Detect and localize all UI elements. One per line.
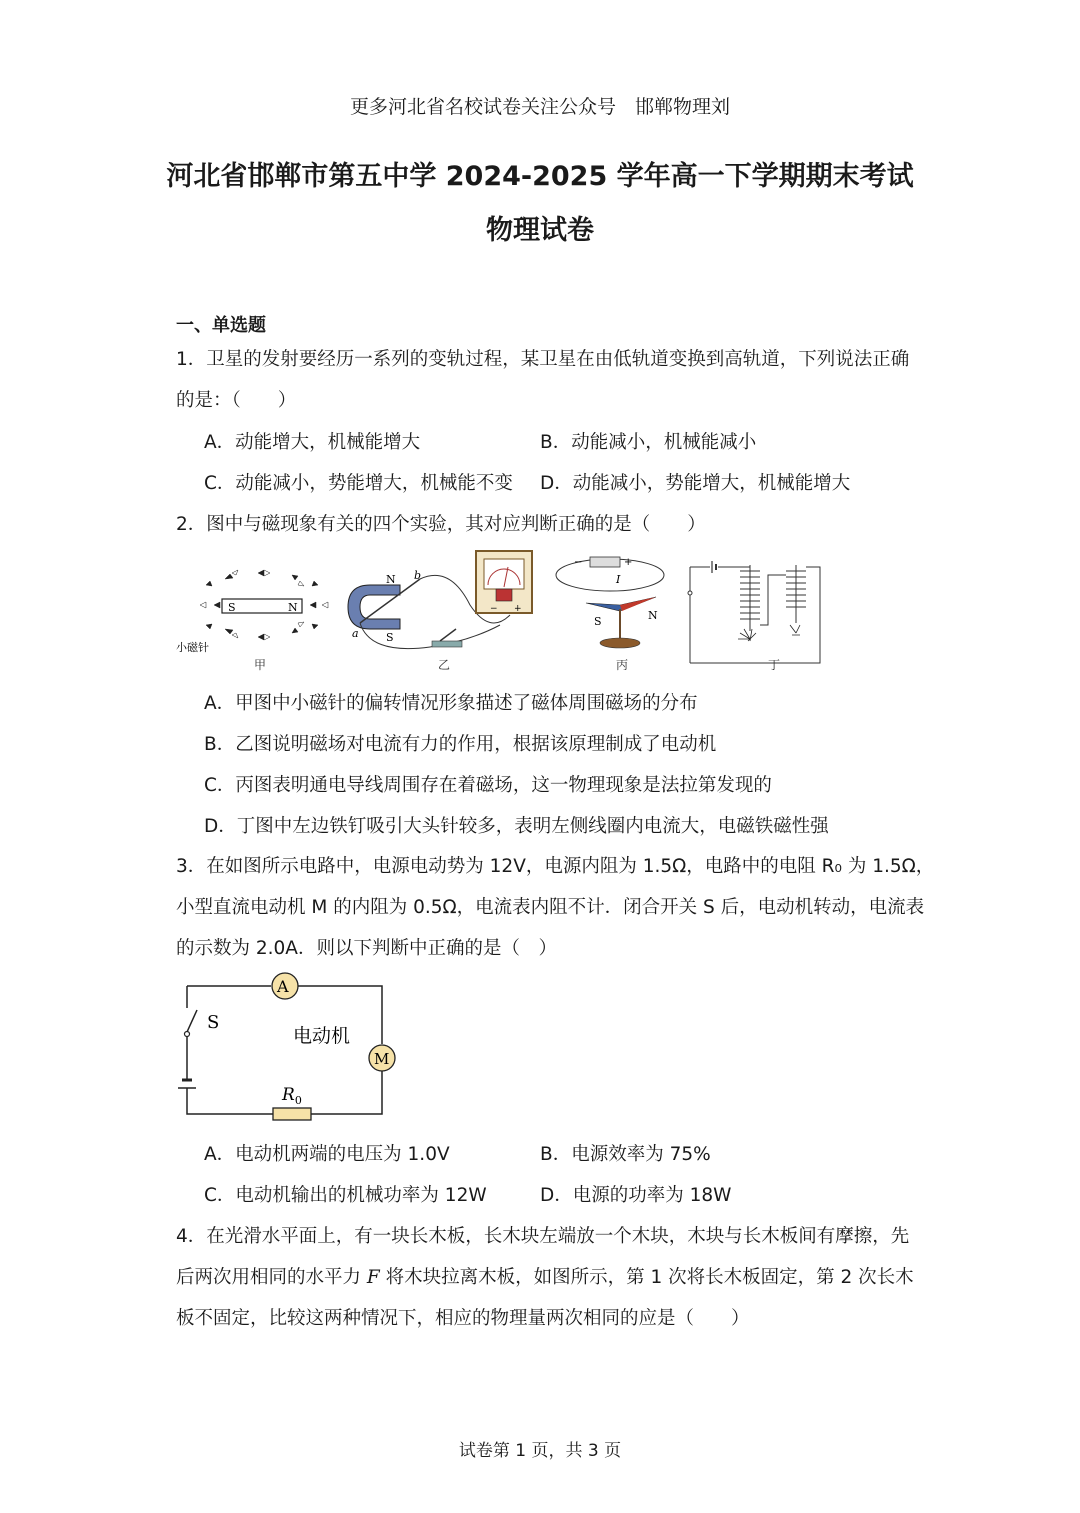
q2-option-a: A．甲图中小磁针的偏转情况形象描述了磁体周围磁场的分布 — [204, 693, 698, 714]
figure-yi — [348, 551, 532, 672]
q2-option-b: B．乙图说明磁场对电流有力的作用，根据该原理制成了电动机 — [204, 734, 717, 755]
q3-stem-line2: 小型直流电动机 M 的内阻为 0.5Ω，电流表内阻不计．闭合开关 S 后，电动机转动，电流表 — [176, 897, 925, 918]
figure-jia — [176, 570, 328, 672]
current-label: I — [616, 573, 621, 586]
exam-title: 河北省邯郸市第五中学 2024-2025 学年高一下学期期末考试 — [166, 161, 914, 192]
motor-label: M — [374, 1050, 390, 1068]
q3-stem-line3: 的示数为 2.0A．则以下判断中正确的是（ ） — [176, 938, 557, 959]
q3-circuit — [175, 970, 415, 1130]
q1-option-b: B．动能减小，机械能减小 — [540, 432, 757, 453]
small-needle-label: 小磁针 — [176, 641, 209, 654]
q1-option-a: A．动能增大，机械能增大 — [204, 432, 421, 453]
horseshoe-n-label: N — [386, 573, 396, 586]
q4-stem-line1: 4．在光滑水平面上，有一块长木板，长木块左端放一个木块，木块与长木板间有摩擦，先 — [176, 1226, 910, 1247]
switch — [187, 1010, 197, 1032]
battery-plus: + — [624, 557, 633, 568]
resistor — [273, 1108, 311, 1120]
needle-n-label: N — [648, 609, 658, 622]
q1-stem-line2: 的是：（ ） — [176, 390, 297, 411]
q2-option-c: C．丙图表明通电导线周围存在着磁场，这一物理现象是法拉第发现的 — [204, 775, 772, 796]
page-footer: 试卷第 1 页，共 3 页 — [458, 1441, 622, 1461]
exam-subtitle: 物理试卷 — [486, 215, 594, 246]
right-coil — [786, 565, 806, 623]
q1-option-d: D．动能减小，势能增大，机械能增大 — [540, 473, 851, 494]
q4-stem-line3: 板不固定，比较这两种情况下，相应的物理量两次相同的应是（ ） — [176, 1308, 750, 1329]
wire-a-label: a — [352, 627, 359, 640]
figure-ding-label: 丁 — [768, 658, 781, 672]
header-note: 更多河北省名校试卷关注公众号 邯郸物理刘 — [349, 96, 730, 118]
motor-text: 电动机 — [293, 1025, 351, 1047]
q2-stem: 2．图中与磁现象有关的四个实验，其对应判断正确的是（ ） — [176, 514, 706, 535]
q3-stem-line1: 3．在如图所示电路中，电源电动势为 12V，电源内阻为 1.5Ω，电路中的电阻 R₀ 为 1.5Ω， — [176, 856, 935, 877]
horseshoe-s-label: S — [386, 631, 394, 644]
q4-line2-pre: 后两次用相同的水平力 — [176, 1267, 367, 1288]
q2-option-d: D．丁图中左边铁钉吸引大头针较多，表明左侧线圈内电流大，电磁铁磁性强 — [204, 816, 829, 837]
q3-option-c: C．电动机输出的机械功率为 12W — [204, 1185, 487, 1206]
q4-force-symbol: F — [366, 1267, 380, 1288]
figure-ding — [688, 561, 820, 672]
needle-s-label: S — [594, 615, 602, 628]
magnet-s-label: S — [228, 601, 236, 614]
q3-option-a: A．电动机两端的电压为 1.0V — [204, 1144, 450, 1165]
battery-minus: − — [574, 557, 583, 568]
figure-bing — [556, 557, 664, 672]
q1-option-c: C．动能减小，势能增大，机械能不变 — [204, 473, 513, 494]
resistor-label: $R_0$ — [282, 1085, 302, 1107]
q3-option-d: D．电源的功率为 18W — [540, 1185, 732, 1206]
q2-figure — [170, 545, 830, 675]
q3-option-b: B．电源效率为 75% — [540, 1144, 711, 1165]
q1-stem-line1: 1．卫星的发射要经历一系列的变轨过程，某卫星在由低轨道变换到高轨道，下列说法正确 — [176, 349, 910, 370]
ammeter-label: A — [277, 977, 289, 996]
pins — [738, 625, 800, 641]
magnet-n-label: N — [288, 601, 298, 614]
switch-label: S — [207, 1012, 220, 1033]
q4-line2-post: 将木块拉离木板，如图所示，第 1 次将长木板固定，第 2 次长木 — [379, 1267, 914, 1288]
galvanometer-minus: − — [490, 604, 498, 614]
section-title: 一、单选题 — [176, 315, 266, 336]
q4-stem-line2 — [176, 1263, 914, 1289]
wire-b-label: b — [414, 569, 422, 582]
left-coil — [740, 565, 760, 631]
figure-bing-label: 丙 — [616, 658, 629, 672]
figure-jia-label: 甲 — [254, 658, 267, 672]
figure-yi-label: 乙 — [438, 658, 451, 672]
galvanometer-plus: + — [514, 604, 522, 614]
